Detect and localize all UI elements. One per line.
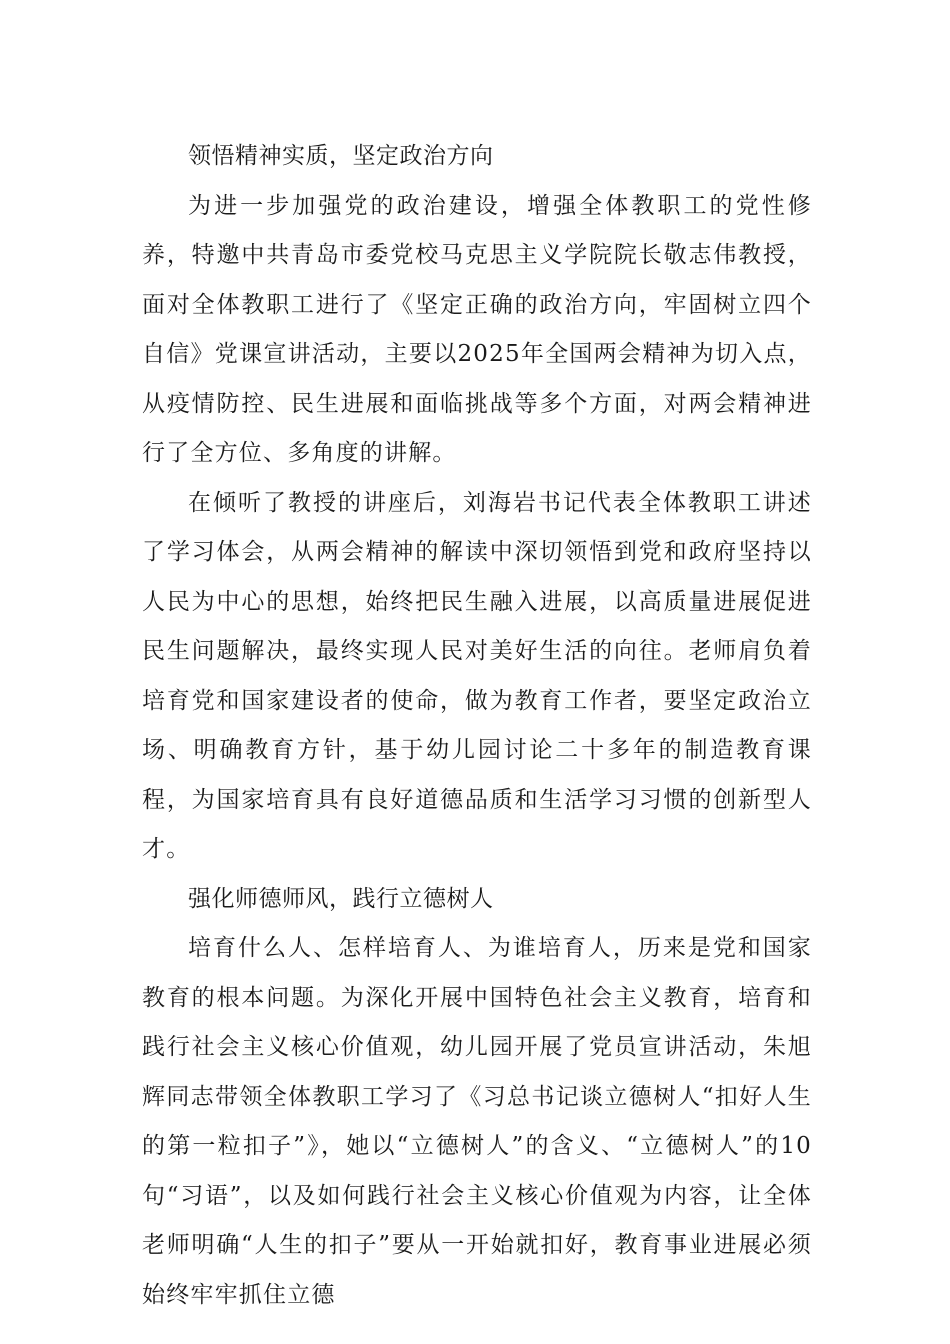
- document-body: [142, 132, 812, 1320]
- paragraph-3: 培育什么人、怎样培育人、为谁培育人，历来是党和国家教育的根本问题。为深化开展中国特色社会主义教育，培育和践行社会主义核心价值观，幼儿园开展了党员宣讲活动，朱旭辉同志带领全体教职工学习了《习总书记谈立德树人“扣好人生的第一粒扣子”》，她以“立德树人”的含义、“立德树人”的10句“习语”，以及如何践行社会主义核心价值观为内容，让全体老师明确“人生的扣子”要从一开始就扣好，教育事业进展必须始终牢牢抓住立德: [142, 935, 812, 1308]
- section-heading-2: 强化师德师风，践行立德树人: [188, 885, 494, 912]
- paragraph-2: 在倾听了教授的讲座后，刘海岩书记代表全体教职工讲述了学习体会，从两会精神的解读中深切领悟到党和政府坚持以人民为中心的思想，始终把民生融入进展，以高质量进展促进民生问题解决，最终实现人民对美好生活的向往。老师肩负着培育党和国家建设者的使命，做为教育工作者，要坚定政治立场、明确教育方针，基于幼儿园讨论二十多年的制造教育课程，为国家培育具有良好道德品质和生活学习习惯的创新型人才。: [142, 489, 812, 862]
- section-heading-1: 领悟精神实质，坚定政治方向: [188, 143, 494, 169]
- paragraph-1: 为进一步加强党的政治建设，增强全体教职工的党性修养，特邀中共青岛市委党校马克思主义学院院长敬志伟教授，面对全体教职工进行了《坚定正确的政治方向，牢固树立四个自信》党课宣讲活动，主要以2025年全国两会精神为切入点，从疫情防控、民生进展和面临挑战等多个方面，对两会精神进行了全方位、多角度的讲解。: [142, 192, 812, 466]
